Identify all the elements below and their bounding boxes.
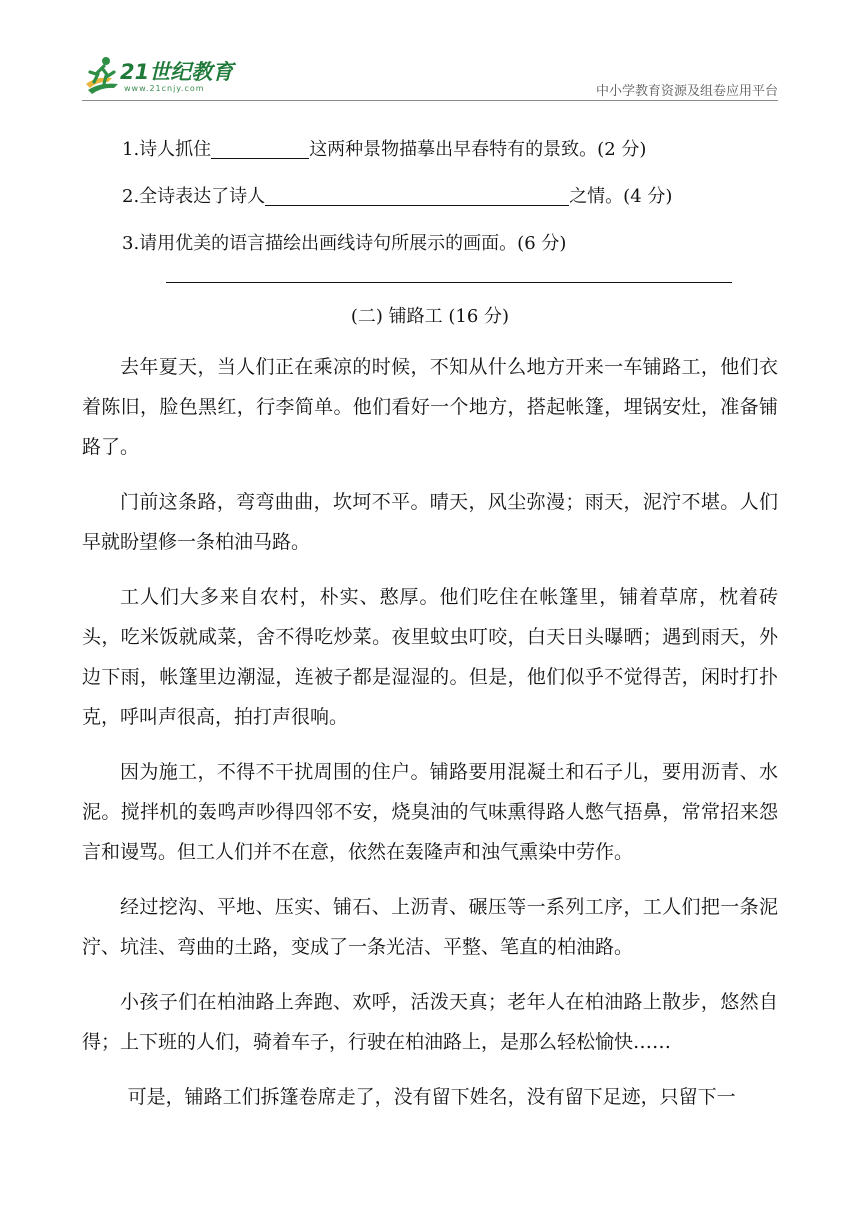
paragraph-2: 门前这条路，弯弯曲曲，坎坷不平。晴天，风尘弥漫；雨天，泥泞不堪。人们早就盼望修一条柏油马路。	[82, 491, 778, 553]
platform-name: 中小学教育资源及组卷应用平台	[595, 84, 778, 99]
paragraph-1: 去年夏天，当人们正在乘凉的时候，不知从什么地方开来一车铺路工，他们衣着陈旧，脸色黑红，行李简单。他们看好一个地方，搭起帐篷，埋锅安灶，准备铺路了。	[82, 356, 778, 458]
site-logo	[82, 54, 252, 100]
question-1-prefix: 1.诗人抓住	[122, 139, 212, 160]
paragraph-5: 经过挖沟、平地、压实、铺石、上沥青、碾压等一系列工序，工人们把一条泥泞、坑洼、弯曲的土路，变成了一条光洁、平整、笔直的柏油路。	[82, 896, 778, 958]
paragraph-3: 工人们大多来自农村，朴实、憨厚。他们吃住在帐篷里，铺着草席，枕着砖头，吃米饭就咸菜，舍不得吃炒菜。夜里蚊虫叮咬，白天日头曝晒；遇到雨天，外边下雨，帐篷里边潮湿，连被子都是湿湿的。但是，他们似乎不觉得苦，闲时打扑克，呼叫声很高，拍打声很响。	[82, 586, 778, 728]
logo-url: www.21cnjy.com	[124, 84, 205, 93]
answer-blank-1[interactable]	[211, 140, 309, 159]
running-figure-icon	[82, 54, 122, 96]
page-header	[0, 0, 860, 110]
document-body	[82, 138, 778, 1132]
logo-text: 21世纪教育	[120, 60, 234, 84]
question-2-suffix: 之情。(4 分)	[569, 186, 673, 207]
answer-line-3[interactable]	[166, 282, 732, 283]
question-2	[122, 185, 778, 209]
question-3-text: 3.请用优美的语言描绘出画线诗句所展示的画面。(6 分)	[122, 233, 567, 254]
header-divider	[82, 100, 778, 101]
paragraph-6: 小孩子们在柏油路上奔跑、欢呼，活泼天真；老年人在柏油路上散步，悠然自得；上下班的人们，骑着车子，行驶在柏油路上，是那么轻松愉快……	[82, 991, 778, 1053]
question-1	[122, 138, 778, 162]
answer-blank-2[interactable]	[265, 187, 569, 206]
question-2-prefix: 2.全诗表达了诗人	[122, 186, 266, 207]
question-1-suffix: 这两种景物描摹出早春特有的景致。(2 分)	[309, 139, 647, 160]
section-title: (二) 铺路工 (16 分)	[350, 306, 510, 327]
paragraph-4: 因为施工，不得不干扰周围的住户。铺路要用混凝土和石子儿，要用沥青、水泥。搅拌机的轰鸣声吵得四邻不安，烧臭油的气味熏得路人憋气捂鼻，常常招来怨言和谩骂。但工人们并不在意，依然在轰隆声和浊气熏染中劳作。	[82, 761, 778, 863]
question-3	[122, 232, 778, 256]
paragraph-7: 可是，铺路工们拆篷卷席走了，没有留下姓名，没有留下足迹，只留下一	[127, 1086, 736, 1108]
